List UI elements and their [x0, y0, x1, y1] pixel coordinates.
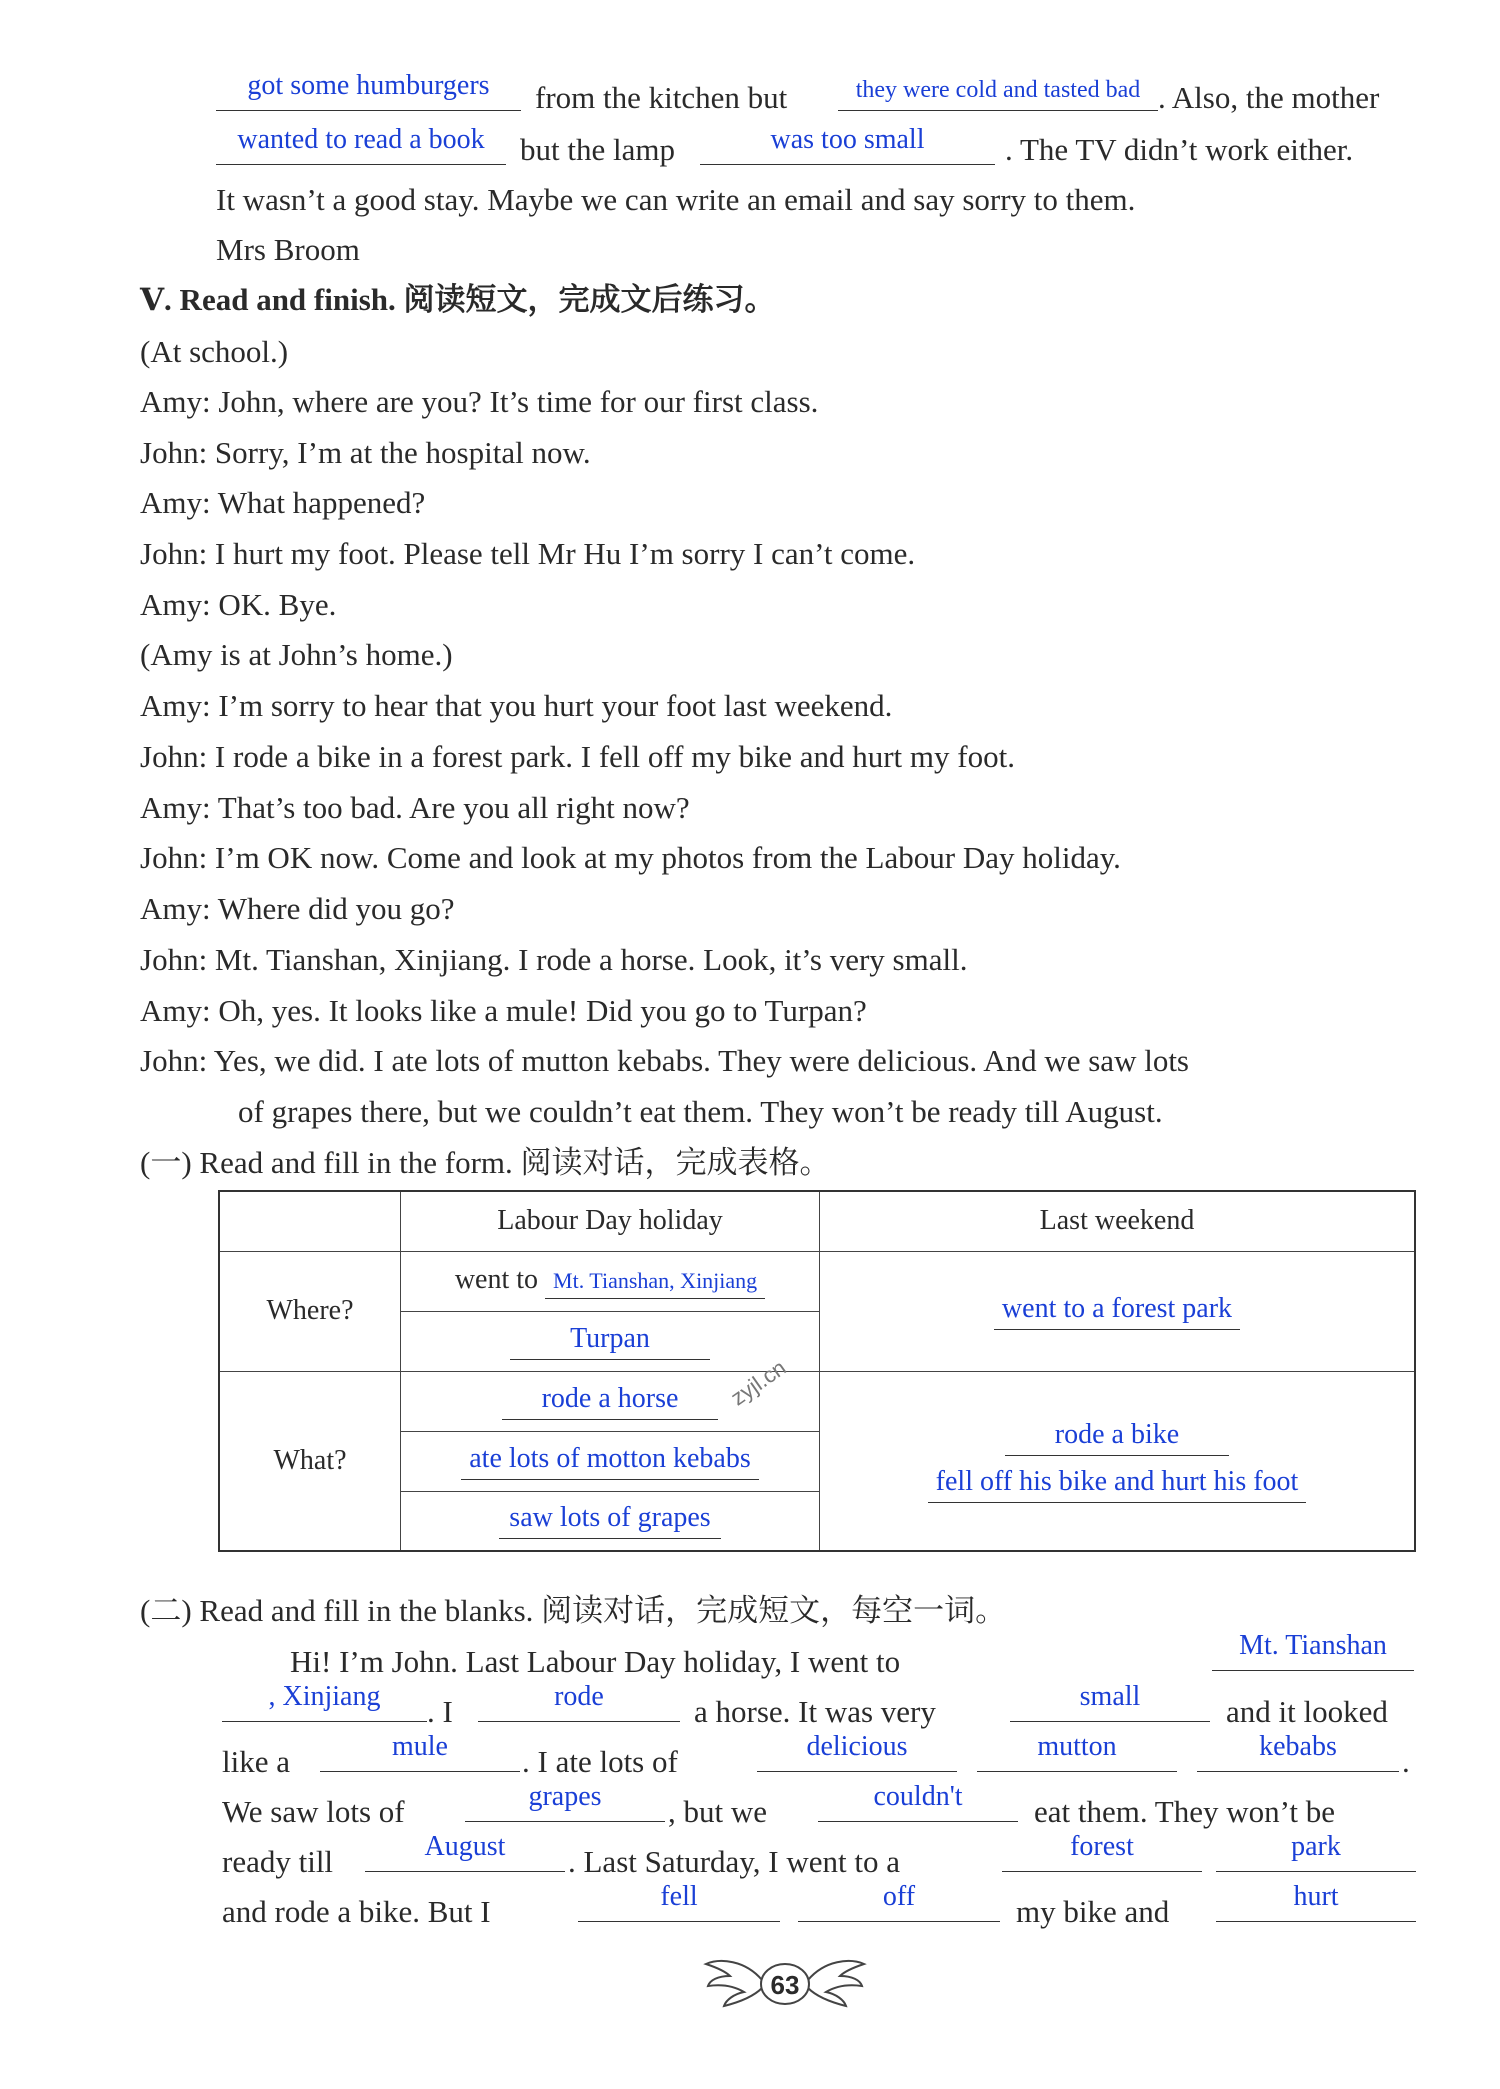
table-header: Last weekend	[820, 1191, 1416, 1251]
part-heading: (二) Read and fill in the blanks. 阅读对话，完成短文，每空一词。	[140, 1593, 1007, 1628]
passage-text: eat them. They won’t be	[1034, 1794, 1336, 1829]
answer-blank[interactable]: park	[1216, 1833, 1416, 1872]
section-heading: Ⅴ. Read and finish. 阅读短文，完成文后练习。	[140, 282, 776, 317]
page-number: 63	[770, 1970, 800, 2000]
dialogue-line: John: Mt. Tianshan, Xinjiang. I rode a horse. Look, it’s very small.	[140, 942, 968, 977]
dialogue-line: Amy: What happened?	[140, 485, 426, 520]
answer-table	[218, 1190, 1416, 1552]
passage-text: . Last Saturday, I went to a	[568, 1844, 901, 1879]
dialogue-line: Amy: Where did you go?	[140, 891, 455, 926]
table-cell	[401, 1311, 820, 1371]
dialogue-line: Amy: OK. Bye.	[140, 587, 337, 622]
answer-blank[interactable]: mule	[320, 1733, 520, 1772]
passage-text: We saw lots of	[222, 1794, 405, 1829]
passage-signature: Mrs Broom	[216, 232, 360, 267]
answer-blank[interactable]: August	[365, 1833, 565, 1872]
dialogue-line: Amy: That’s too bad. Are you all right now?	[140, 790, 690, 825]
answer-blank[interactable]: couldn't	[818, 1783, 1018, 1822]
dialogue-line: Amy: I’m sorry to hear that you hurt your foot last weekend.	[140, 688, 893, 723]
passage-text: . Also, the mother	[1158, 80, 1380, 115]
answer-blank[interactable]: grapes	[465, 1783, 665, 1822]
answer-blank[interactable]: Turpan	[510, 1323, 710, 1360]
passage-text: and it looked	[1226, 1694, 1388, 1729]
dialogue-line: John: Yes, we did. I ate lots of mutton kebabs. They were delicious. And we saw lots	[140, 1043, 1189, 1078]
answer-blank[interactable]: fell	[578, 1883, 780, 1922]
passage-text: It wasn’t a good stay. Maybe we can write an email and say sorry to them.	[216, 182, 1136, 217]
answer-blank[interactable]: went to a forest park	[994, 1293, 1240, 1330]
answer-blank[interactable]: wanted to read a book	[216, 126, 506, 165]
dialogue-line: John: I rode a bike in a forest park. I fell off my bike and hurt my foot.	[140, 739, 1015, 774]
row-label-where: Where?	[219, 1251, 401, 1371]
dialogue-line: (At school.)	[140, 334, 289, 369]
dialogue-line: John: I’m OK now. Come and look at my photos from the Labour Day holiday.	[140, 840, 1121, 875]
went-to-label: went to	[454, 1263, 539, 1295]
answer-blank[interactable]: fell off his bike and hurt his foot	[928, 1466, 1307, 1503]
dialogue-line: of grapes there, but we couldn’t eat them. They won’t be ready till August.	[238, 1094, 1163, 1129]
table-cell	[401, 1251, 820, 1311]
dialogue-line: John: Sorry, I’m at the hospital now.	[140, 435, 591, 470]
passage-text: .	[1402, 1744, 1410, 1779]
answer-blank[interactable]: small	[1010, 1683, 1210, 1722]
answer-blank[interactable]: Mt. Tianshan	[1212, 1632, 1414, 1671]
answer-blank[interactable]: Mt. Tianshan, Xinjiang	[545, 1268, 765, 1299]
passage-text: like a	[222, 1744, 290, 1779]
passage-text: and rode a bike. But I	[222, 1894, 491, 1929]
answer-blank[interactable]: , Xinjiang	[222, 1683, 427, 1722]
table-cell	[401, 1431, 820, 1491]
answer-blank[interactable]: saw lots of grapes	[499, 1502, 720, 1539]
answer-blank[interactable]: rode a bike	[1005, 1419, 1229, 1456]
answer-blank[interactable]: was too small	[700, 126, 995, 165]
dialogue-line: Amy: John, where are you? It’s time for our first class.	[140, 384, 819, 419]
answer-blank[interactable]: got some humburgers	[216, 72, 521, 111]
passage-text: Hi! I’m John. Last Labour Day holiday, I went to	[290, 1644, 901, 1679]
answer-blank[interactable]: ate lots of motton kebabs	[461, 1443, 759, 1480]
answer-blank[interactable]: mutton	[977, 1733, 1177, 1772]
passage-text: , but we	[668, 1794, 768, 1829]
table-cell	[401, 1491, 820, 1551]
passage-text: but the lamp	[520, 132, 675, 167]
answer-blank[interactable]: forest	[1002, 1833, 1202, 1872]
row-label-what: What?	[219, 1371, 401, 1551]
watermark: zyjl.cn	[726, 1354, 791, 1411]
answer-blank[interactable]: hurt	[1216, 1883, 1416, 1922]
table-cell	[820, 1251, 1416, 1371]
passage-text: . The TV didn’t work either.	[1005, 132, 1354, 167]
passage-text: . I ate lots of	[522, 1744, 678, 1779]
passage-text: a horse. It was very	[694, 1694, 936, 1729]
answer-blank[interactable]: delicious	[757, 1733, 957, 1772]
answer-blank[interactable]: rode	[478, 1683, 680, 1722]
table-corner	[219, 1191, 401, 1251]
part-heading: (一) Read and fill in the form. 阅读对话，完成表格。	[140, 1145, 831, 1180]
table-cell	[820, 1371, 1416, 1551]
table-header: Labour Day holiday	[401, 1191, 820, 1251]
dialogue-line: Amy: Oh, yes. It looks like a mule! Did you go to Turpan?	[140, 993, 867, 1028]
answer-blank[interactable]: they were cold and tasted bad	[838, 78, 1158, 111]
answer-blank[interactable]: off	[798, 1883, 1000, 1922]
page-number-badge	[700, 1950, 870, 2012]
passage-text: . I	[427, 1694, 453, 1729]
passage-text: ready till	[222, 1844, 334, 1879]
passage-text: my bike and	[1016, 1894, 1170, 1929]
passage-text: from the kitchen but	[535, 80, 788, 115]
dialogue-line: John: I hurt my foot. Please tell Mr Hu I’m sorry I can’t come.	[140, 536, 916, 571]
answer-blank[interactable]: kebabs	[1197, 1733, 1399, 1772]
dialogue-line: (Amy is at John’s home.)	[140, 637, 453, 672]
answer-blank[interactable]: rode a horse	[502, 1383, 719, 1420]
